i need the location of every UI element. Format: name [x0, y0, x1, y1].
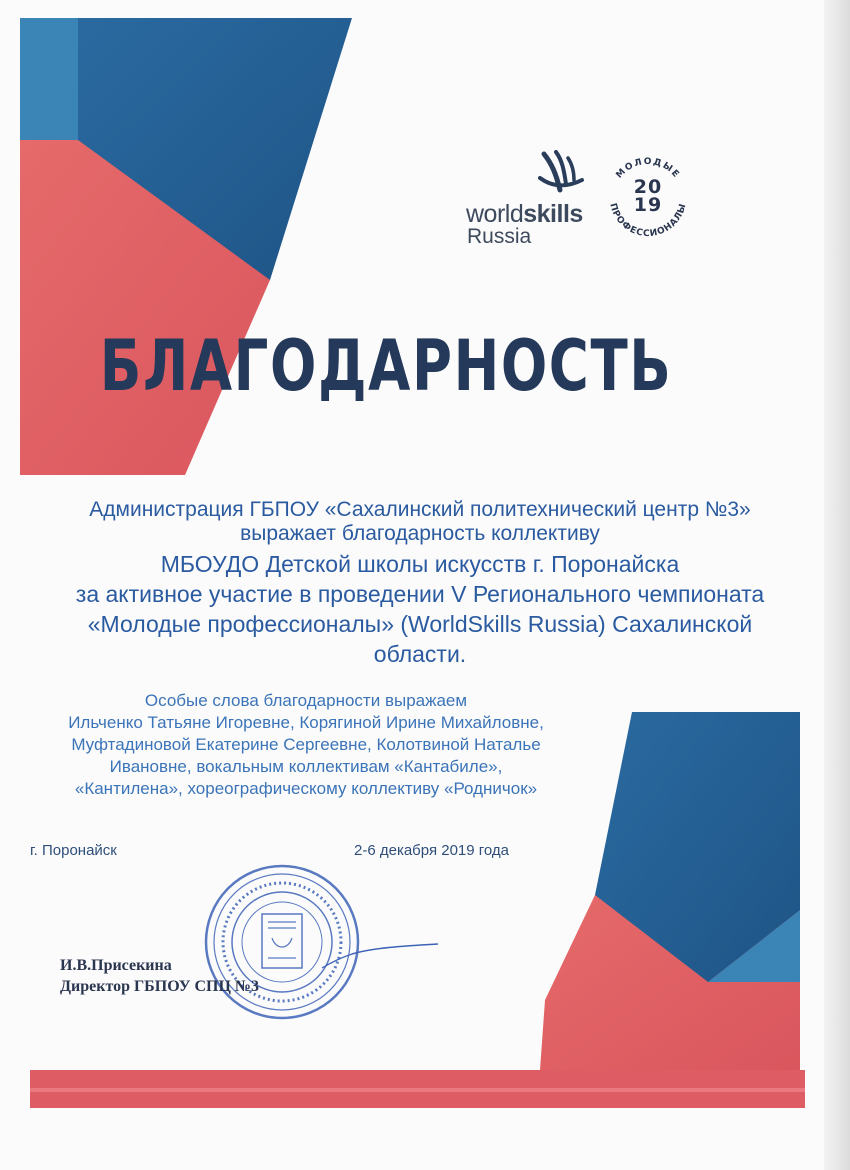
city: г. Поронайск [30, 842, 117, 859]
mp-year: 20 19 [633, 176, 663, 216]
main-line-3: МБОУДО Детской школы искусств г. Поронайска [160, 551, 680, 577]
special-line-5: «Кантилена», хореографическому коллективу «Родничок» [74, 779, 538, 798]
worldskills-country: Russia [467, 225, 532, 248]
main-line-2: выражает благодарность коллективу [240, 522, 600, 545]
scan-edge [824, 0, 850, 1170]
worldskills-mark-icon [538, 150, 586, 198]
signatory [60, 955, 259, 997]
top-left-teal-shape [20, 18, 80, 140]
signatory-position: Директор ГБПОУ СПЦ №3 [60, 978, 260, 995]
main-text [40, 498, 800, 669]
worldskills-russia-logo [466, 150, 596, 250]
main-line-4: за активное участие в проведении V Регионального чемпионата [75, 581, 765, 607]
special-line-2: Ильченко Татьяне Игоревне, Корягиной Ирине Михайловне, [68, 713, 544, 732]
special-line-1: Особые слова благодарности выражаем [144, 691, 468, 710]
worldskills-wordmark: worldskills [466, 200, 583, 228]
mp-arc-bottom-text: ПРОФЕССИОНАЛЫ [607, 202, 689, 240]
certificate-title: БЛАГОДАРНОСТЬ [99, 325, 673, 407]
special-line-4: Ивановне, вокальным коллективам «Кантабиле», [109, 757, 503, 776]
main-line-1: Администрация ГБПОУ «Сахалинский политехнический центр №3» [89, 498, 751, 521]
signatory-name: И.В.Присекина [60, 957, 172, 974]
mp-arc-top-text: МОЛОДЫЕ [614, 156, 682, 181]
main-line-5: «Молодые профессионалы» (WorldSkills Russia) Сахалинской [87, 611, 753, 637]
special-line-3: Муфтадиновой Екатерине Сергеевне, Колотвиной Наталье [71, 735, 541, 754]
official-stamp-and-signature [202, 858, 442, 1028]
young-professionals-logo [600, 150, 700, 250]
special-thanks-text [0, 690, 612, 800]
main-line-6: области. [373, 641, 467, 667]
event-date: 2-6 декабря 2019 года [354, 842, 510, 859]
signature-stroke [352, 944, 438, 954]
